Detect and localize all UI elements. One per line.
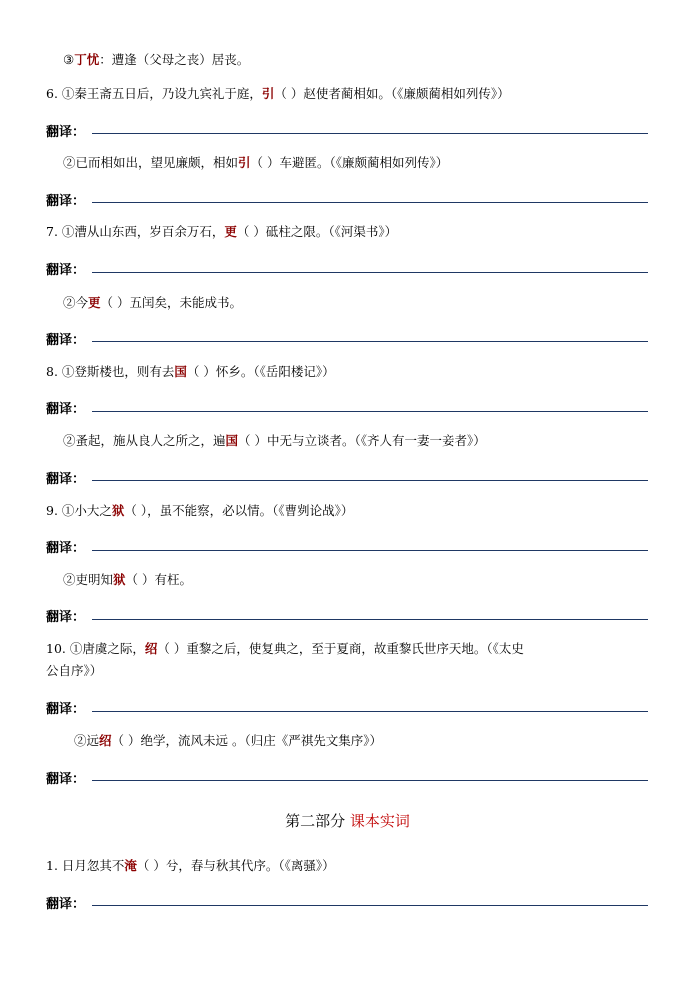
item-8-1 [46, 364, 335, 380]
item-text: 1. 日月忽其不 [46, 858, 125, 873]
section-title-prefix: 第二部分 [285, 812, 350, 830]
translate-answer-line[interactable] [92, 905, 648, 906]
item-10-2 [74, 733, 382, 749]
keyword: 狱 [111, 503, 125, 518]
keyword: 更 [224, 224, 237, 239]
item-text: 6. ①秦王斋五日后，乃设九宾礼于庭， [46, 86, 262, 101]
translate-label: 翻译： [46, 402, 86, 417]
section-title-highlight: 课本实词 [349, 812, 410, 830]
translate-answer-line[interactable] [92, 133, 648, 134]
keyword: 引 [238, 155, 251, 170]
item-10-1-cont [46, 663, 102, 679]
item-text: （ ）砥柱之限。（《河渠书》） [236, 224, 398, 239]
item-7-1 [46, 224, 397, 240]
translate-label: 翻译： [46, 702, 86, 717]
translate-answer-line[interactable] [92, 341, 648, 342]
item-text: （ ），虽不能察，必以情。（《曹刿论战》） [124, 503, 354, 518]
item-text: （ ）车避匿。（《廉颇蔺相如列传》） [250, 155, 449, 170]
keyword: 丁忧 [74, 52, 100, 67]
item-text: ②远 [74, 733, 100, 748]
item-9-1 [46, 503, 353, 519]
item-text: 7. ①漕从山东西，岁百余万石， [46, 224, 225, 239]
item-text: ：遭逢（父母之丧）居丧。 [99, 52, 250, 67]
item-text: 10. ①唐虞之际， [46, 641, 145, 656]
item-text: ②蚤起，施从良人之所之，遍 [63, 433, 226, 448]
translate-label: 翻译： [46, 263, 86, 278]
keyword: 更 [88, 295, 101, 310]
item-text: ②吏明知 [63, 572, 114, 587]
item-text: 公自序》） [46, 663, 103, 678]
translate-label: 翻译： [46, 194, 86, 209]
translate-label: 翻译： [46, 897, 86, 912]
translate-answer-line[interactable] [92, 411, 648, 412]
translate-answer-line[interactable] [92, 619, 648, 620]
keyword: 引 [261, 86, 275, 101]
keyword: 绍 [144, 641, 158, 656]
keyword: 国 [174, 364, 187, 379]
item-text: （ ）绝学，流风未远 。（归庄《严祺先文集序》） [111, 733, 382, 748]
translate-answer-line[interactable] [92, 780, 648, 781]
item-text: （ ）五闰矣，未能成书。 [100, 295, 243, 310]
translate-answer-line[interactable] [92, 272, 648, 273]
item-text: （ ）重黎之后，使复典之，至于夏商，故重黎氏世序天地。（《太史 [157, 641, 524, 656]
translate-answer-line[interactable] [92, 711, 648, 712]
translate-label: 翻译： [46, 541, 86, 556]
item-6-1 [46, 86, 510, 102]
keyword: 绍 [99, 733, 112, 748]
item-9-2 [63, 572, 192, 588]
translate-label: 翻译： [46, 610, 86, 625]
item-text: 9. ①小大之 [46, 503, 112, 518]
translate-label: 翻译： [46, 472, 86, 487]
keyword: 淹 [124, 858, 137, 873]
item-text: （ ）兮，春与秋其代序。（《离骚》） [136, 858, 335, 873]
translate-answer-line[interactable] [92, 550, 648, 551]
item-8-2 [63, 433, 486, 449]
keyword: 狱 [113, 572, 126, 587]
section-title [0, 810, 695, 831]
item-text: 8. ①登斯楼也，则有去 [46, 364, 175, 379]
translate-answer-line[interactable] [92, 480, 648, 481]
item-text: （ ）赵使者蔺相如。（《廉颇蔺相如列传》） [274, 86, 510, 101]
translate-label: 翻译： [46, 772, 86, 787]
translate-answer-line[interactable] [92, 202, 648, 203]
item-text: （ ）中无与立谈者。（《齐人有一妻一妾者》） [238, 433, 486, 448]
keyword: 国 [225, 433, 239, 448]
item-10-1 [46, 641, 524, 657]
item-7-2 [63, 295, 242, 311]
item-text: ②已而相如出，望见廉颇，相如 [63, 155, 239, 170]
translate-label: 翻译： [46, 333, 86, 348]
item-3-3 [63, 52, 249, 68]
translate-label: 翻译： [46, 125, 86, 140]
item-text: ②今 [63, 295, 89, 310]
item-p2-1 [46, 858, 335, 874]
item-text: （ ）怀乡。（《岳阳楼记》） [186, 364, 335, 379]
item-text: （ ）有枉。 [125, 572, 193, 587]
item-6-2 [63, 155, 448, 171]
item-text: ③ [63, 52, 75, 67]
